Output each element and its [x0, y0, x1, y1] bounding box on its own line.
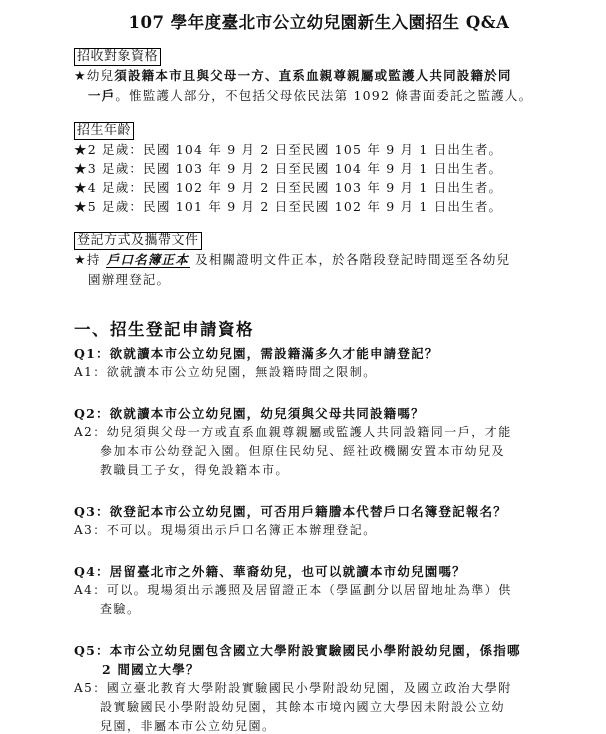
answer: A5：國立臺北教育大學附設實驗國民小學附設幼兒園，及國立政治大學附 設實驗國民小學附設幼兒園，其餘本市境內國立大學因未附設公立幼 兒園，非屬本市公立幼兒園。: [74, 681, 512, 733]
question: Q4：居留臺北市之外籍、華裔幼兒，也可以就讀本市幼兒園嗎？: [74, 564, 466, 579]
section-header: 一、招生登記申請資格: [74, 320, 254, 339]
age-item: ★4 足歲：民國 102 年 9 月 2 日至民國 103 年 9 月 1 日出生者。: [74, 180, 503, 195]
eligibility-line1-a: 幼兒: [86, 68, 115, 83]
age-item: ★5 足歲：民國 101 年 9 月 2 日至民國 102 年 9 月 1 日出生者。: [74, 199, 503, 214]
question: Q3：欲登記本市公立幼兒園，可否用戶籍謄本代替戶口名簿登記報名？: [74, 504, 507, 519]
question: Q5：本市公立幼兒園包含國立大學附設實驗國民小學附設幼兒園，係指哪 2 間國立大學？: [74, 643, 521, 677]
star-bullet: ★: [74, 69, 87, 84]
age-item: ★2 足歲：民國 104 年 9 月 2 日至民國 105 年 9 月 1 日出生者。: [74, 142, 503, 157]
qa-item-3: [74, 502, 576, 540]
question: Q1：欲就讀本市公立幼兒園，需設籍滿多久才能申請登記？: [74, 346, 439, 361]
qa-item-2: [74, 404, 576, 480]
answer: A3：不可以。現場須出示戶口名簿正本辦理登記。: [74, 523, 377, 537]
document-title: 107 學年度臺北市公立幼兒園新生入園招生 Q&A: [128, 13, 510, 32]
qa-item-1: [74, 344, 576, 382]
star-bullet: ★: [74, 253, 87, 268]
eligibility-text: [74, 66, 576, 105]
registration-text: ★持 戶口名簿正本 及相關證明文件正本，於各階段登記時間逕至各幼兒 園辦理登記。: [74, 250, 576, 289]
answer: A2：幼兒須與父母一方或直系血親尊親屬或監護人共同設籍同一戶，才能 參加本市公幼登記入園。但原住民幼兒、經社政機關安置本市幼兒及 教職員工子女，得免設籍本市。: [74, 425, 512, 477]
registration-section: [74, 229, 576, 289]
household-register-doc: 戶口名簿正本: [106, 252, 189, 267]
answer: A4：可以。現場須出示護照及居留證正本（學區劃分以居留地址為準）供 查驗。: [74, 583, 512, 616]
eligibility-label: 招收對象資格: [74, 48, 161, 66]
question: Q2：欲就讀本市公立幼兒園，幼兒須與父母共同設籍嗎？: [74, 406, 425, 421]
qa-item-4: [74, 562, 576, 619]
eligibility-section: [74, 45, 576, 105]
qa-item-5: [74, 641, 576, 734]
age-label: 招生年齡: [74, 122, 134, 140]
eligibility-line2: 一戶。惟監護人部分，不包括父母依民法第 1092 條書面委託之監護人。: [88, 88, 533, 103]
registration-line2: 園辦理登記。: [88, 272, 171, 287]
registration-label: 登記方式及攜帶文件: [74, 232, 202, 250]
eligibility-line1-b: 須設籍本市且與父母一方、直系血親尊親屬或監護人共同設籍於同: [114, 68, 512, 83]
age-item: ★3 足歲：民國 103 年 9 月 2 日至民國 104 年 9 月 1 日出生者。: [74, 161, 503, 176]
age-section: [74, 119, 576, 216]
answer: A1：欲就讀本市公立幼兒園，無設籍時間之限制。: [74, 365, 377, 379]
